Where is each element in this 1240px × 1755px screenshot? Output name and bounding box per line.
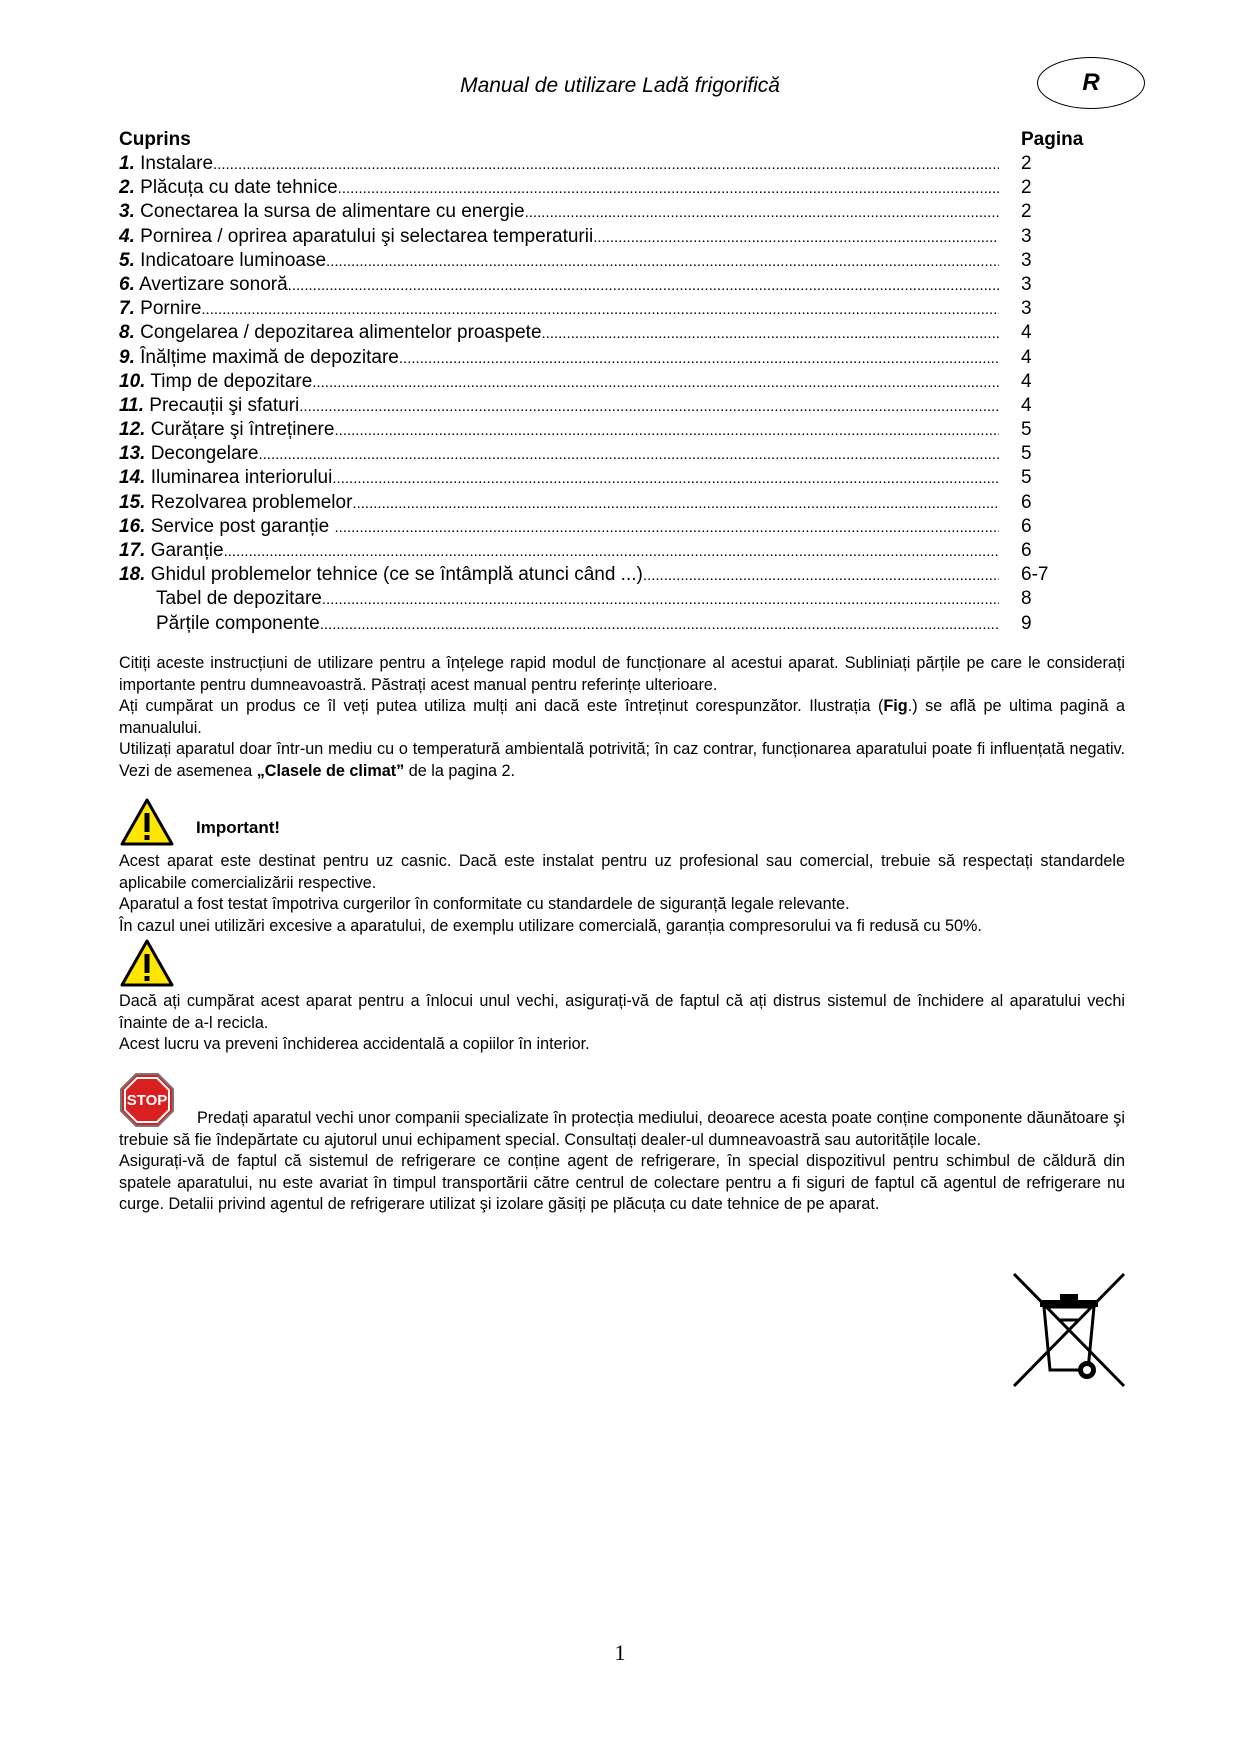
toc-entry (119, 321, 1099, 345)
toc-entry-label: Părțile componente ..... (156, 613, 999, 634)
toc-entry-label: Pornirea / oprirea aparatului şi selectarea temperaturii ..... (140, 226, 999, 247)
toc-header (119, 128, 1099, 152)
toc-entry-number: 9. (119, 346, 135, 368)
toc-entry-label: Avertizare sonoră ..... (139, 274, 999, 295)
toc-entry-page: 9 (1021, 612, 1032, 634)
toc-entry-label: Tabel de depozitare ..... (156, 588, 999, 609)
warning-triangle-icon (119, 938, 175, 988)
toc-entry-page: 3 (1021, 273, 1032, 295)
toc-entry-label: Garanție ..... (151, 540, 999, 561)
important-label: Important! (196, 818, 281, 837)
toc-entry-title (119, 370, 999, 394)
toc-entry-label: Congelarea / depozitarea alimentelor proaspete ..... (140, 322, 999, 343)
toc-entry-page: 5 (1021, 419, 1032, 441)
toc-entry (119, 176, 1099, 200)
toc-entry (119, 394, 1099, 418)
toc-entry-page: 4 (1021, 346, 1032, 368)
important-paragraph: Aparatul a fost testat împotriva curgerilor în conformitate cu standardele de siguranță legale relevante. (119, 895, 850, 914)
toc-entry-page: 8 (1021, 588, 1032, 610)
toc-entry (119, 346, 1099, 370)
toc-entry-number: 17. (119, 540, 146, 561)
toc-entry-page: 4 (1021, 322, 1032, 344)
toc-entry-page: 2 (1021, 177, 1032, 199)
disposal-paragraph: Predați aparatul vechi unor companii specializate în protecția mediului, deoarece acesta poate conține componente dăunătoare şi trebuie să fie îndepărtate cu ajutorul unui echipament special. Consultați dealer-ul dumneavoastră sau autoritățile locale. (119, 1109, 1125, 1149)
toc-entry-title (119, 249, 999, 273)
warning-paragraph: Dacă ați cumpărat acest aparat pentru a înlocui unul vechi, asigurați-vă de faptul că ați distrus sistemul de închidere al aparatului vechi înainte de a-l recicla. (119, 992, 1125, 1032)
toc-entry (119, 612, 1099, 636)
toc-entry-title (119, 321, 999, 345)
toc-entry-number: 16. (119, 515, 146, 537)
toc-entry-number: 7. (119, 298, 135, 320)
toc-entry-number: 3. (119, 201, 135, 223)
toc-entry-page: 6 (1021, 491, 1032, 513)
toc-entry-label: Curățare şi întreținere ..... (151, 419, 999, 440)
toc-entry (119, 225, 1099, 249)
toc-entry-number: 18. (119, 564, 146, 586)
toc-entry-title (119, 515, 999, 539)
toc-entry-page: 6 (1021, 515, 1032, 537)
bold-span: Fig (883, 697, 908, 716)
text-span: .) se află pe ultima pagină a manualului. (119, 697, 1125, 737)
toc-entry-title (119, 225, 999, 249)
toc-entry-title (119, 563, 999, 587)
toc-entry-page: 4 (1021, 370, 1032, 392)
intro-paragraph (119, 696, 1125, 739)
toc-entry-title (119, 539, 999, 563)
toc-entry-title (119, 346, 999, 370)
toc-entry-label: Plăcuța cu date tehnice ..... (140, 177, 999, 198)
disposal-text (119, 1108, 1125, 1216)
replacement-warning-text (119, 991, 1125, 1056)
toc-entry-title (119, 273, 999, 297)
toc-entry-title (119, 394, 999, 418)
toc-entry-number: 10. (119, 370, 146, 392)
toc-entry (119, 370, 1099, 394)
toc-entry-title (119, 176, 999, 200)
intro-text (119, 653, 1125, 783)
toc-entry-title (119, 612, 999, 636)
toc-entry-label: Service post garanție ..... (151, 516, 999, 537)
toc-entry-number: 11. (119, 394, 145, 416)
toc-entry-page: 5 (1021, 467, 1032, 489)
toc-entry-label: Pornire ..... (140, 298, 999, 319)
bold-span: „Clasele de climat” (256, 761, 405, 780)
toc-entry-number: 13. (119, 443, 146, 465)
text-span: Ați cumpărat un produs ce îl veți putea utiliza mulți ani dacă este întreținut corespunzător. Ilustrația ( (119, 697, 884, 716)
language-badge: R (1037, 57, 1145, 109)
toc-entry-title (119, 200, 999, 224)
toc-entry-title (119, 418, 999, 442)
toc-entry-number: 1. (119, 153, 135, 174)
toc-entry-page: 6 (1021, 540, 1032, 561)
important-paragraph: Acest aparat este destinat pentru uz casnic. Dacă este instalat pentru uz profesional sau comercial, trebuie să respectați standardele aplicabile comercializării respective. (119, 852, 1125, 892)
toc-entry-page: 6-7 (1021, 564, 1049, 586)
toc-entry-page: 2 (1021, 153, 1032, 174)
toc-entry-title (119, 152, 999, 176)
toc-entry-number: 6. (119, 273, 135, 295)
toc-entry (119, 249, 1099, 273)
toc-entry-label: Indicatoare luminoase ..... (140, 250, 999, 271)
disposal-paragraph: Asigurați-vă de faptul că sistemul de refrigerare ce conține agent de refrigerare, în special dispozitivul pentru schimbul de căldură din spatele aparatului, nu este avariat în timpul transportării către centrul de colectare pentru a fi siguri de faptul că agentul de refrigerare nu curge. Detalii privind agentul de refrigerare utilizat şi izolare găsiți pe plăcuța cu date tehnice de pe aparat. (119, 1152, 1125, 1214)
toc-entry-label: Timp de depozitare ..... (150, 371, 999, 392)
important-text (119, 851, 1125, 937)
toc-entry (119, 200, 1099, 224)
toc-entry-title (119, 491, 999, 515)
toc-entry (119, 563, 1099, 587)
toc-heading: Cuprins (119, 129, 191, 150)
toc-entry-label: Ghidul problemelor tehnice (ce se întâmplă atunci când ...) ..... (151, 564, 999, 585)
toc-entry-page: 3 (1021, 249, 1032, 271)
toc-entry-label: Instalare ..... (140, 153, 999, 174)
page-title: Manual de utilizare Ladă frigorifică (460, 74, 780, 97)
intro-paragraph (119, 739, 1125, 782)
toc-entry-title (119, 297, 999, 321)
stop-sign-text: STOP (126, 1092, 168, 1109)
toc-entry-number: 15. (119, 491, 146, 513)
toc-entry-number: 4. (119, 225, 135, 247)
toc-entry-label: Precauții şi sfaturi ..... (149, 395, 999, 416)
toc-list (119, 152, 1099, 636)
toc-entry-label: Iluminarea interiorului ..... (151, 467, 999, 488)
toc-entry-page: 4 (1021, 394, 1032, 416)
important-paragraph: În cazul unei utilizări excesive a aparatului, de exemplu utilizare comercială, garanția compresorului va fi redusă cu 50%. (119, 916, 982, 935)
toc-entry-number: 12. (119, 419, 146, 441)
toc-entry (119, 273, 1099, 297)
toc-entry-page: 5 (1021, 443, 1032, 465)
warning-triangle-icon (119, 797, 175, 847)
page-number: 1 (614, 1640, 626, 1665)
toc-entry (119, 152, 1099, 176)
toc-entry-number: 5. (119, 249, 135, 271)
toc-entry-title (119, 587, 999, 611)
toc-entry (119, 297, 1099, 321)
toc-entry-number: 14. (119, 467, 146, 489)
toc-entry-page: 2 (1021, 201, 1032, 223)
toc-entry-label: Înălțime maximă de depozitare ..... (140, 347, 999, 368)
table-of-contents (119, 128, 1099, 636)
toc-page-heading: Pagina (1021, 129, 1084, 150)
toc-entry-page: 3 (1021, 225, 1032, 247)
toc-entry (119, 418, 1099, 442)
toc-entry-title (119, 442, 999, 466)
toc-entry (119, 442, 1099, 466)
toc-entry (119, 491, 1099, 515)
text-span: Utilizați aparatul doar într-un mediu cu o temperatură ambientală potrivită; în caz contrar, funcționarea aparatului poate fi influențată negativ. Vezi de asemenea (119, 740, 1125, 780)
toc-entry-number: 2. (119, 177, 135, 199)
toc-entry-title (119, 466, 999, 490)
text-span: de la pagina 2. (404, 761, 515, 780)
intro-paragraph: Citiți aceste instrucțiuni de utilizare pentru a înțelege rapid modul de funcționare al acestui aparat. Subliniați părțile pe care le considerați importante pentru dumneavoastră. Păstrați acest manual pentru referințe ulterioare. (119, 654, 1125, 694)
toc-entry-label: Conectarea la sursa de alimentare cu energie ..... (140, 201, 999, 222)
warning-paragraph: Acest lucru va preveni închiderea accidentală a copiilor în interior. (119, 1035, 590, 1054)
crossed-out-bin-icon (1010, 1272, 1128, 1388)
toc-entry-label: Decongelare ..... (151, 443, 999, 464)
toc-entry (119, 466, 1099, 490)
toc-entry-number: 8. (119, 322, 135, 344)
toc-entry-page: 3 (1021, 298, 1032, 320)
toc-entry (119, 515, 1099, 539)
toc-entry (119, 539, 1099, 563)
toc-entry-label: Rezolvarea problemelor ..... (151, 492, 999, 513)
toc-entry (119, 587, 1099, 611)
